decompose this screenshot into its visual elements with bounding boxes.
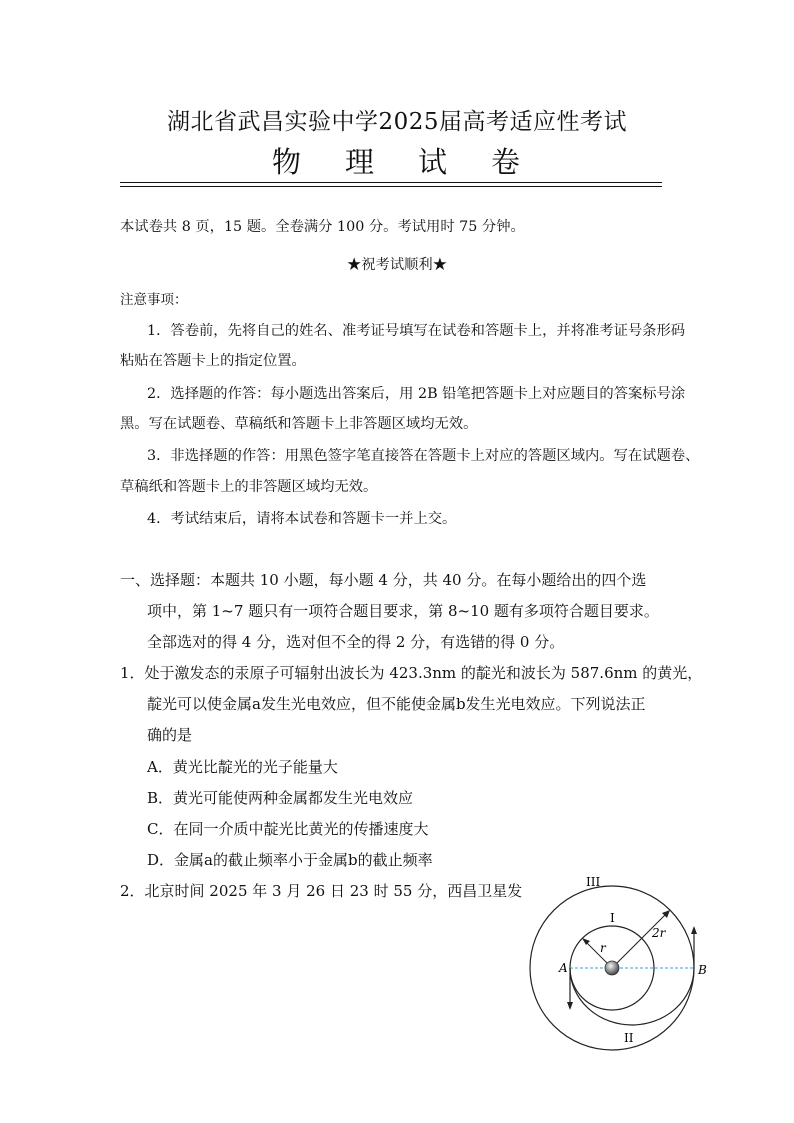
question-2-stem: 2．北京时间 2025 年 3 月 26 日 23 时 55 分，西昌卫星发 xyxy=(120,882,523,900)
blessing: ★祝考试顺利★ xyxy=(346,257,448,273)
subtitle-char: 理 xyxy=(344,145,376,179)
radius-2r-arrow xyxy=(612,912,668,968)
section-text: 全部选对的得 4 分，选对但不全的得 2 分，有选错的得 0 分。 xyxy=(147,633,565,651)
question-1-stem: 确的是 xyxy=(147,726,193,744)
notice-line: 草稿纸和答题卡上的非答题区域均无效。 xyxy=(120,479,378,495)
question-1-option-a: A．黄光比靛光的光子能量大 xyxy=(147,758,338,776)
label-2r: 2r xyxy=(652,926,666,940)
notice-heading: 注意事项： xyxy=(120,292,188,308)
notice-line: 4．考试结束后，请将本试卷和答题卡一并上交。 xyxy=(147,511,457,527)
label-orbit-2: II xyxy=(624,1031,634,1045)
velocity-b-arrowhead xyxy=(691,926,697,934)
notice-line: 粘贴在答题卡上的指定位置。 xyxy=(120,353,306,369)
subtitle-char: 物 xyxy=(271,145,303,179)
notice-line: 1．答卷前，先将自己的姓名、准考证号填写在试卷和答题卡上，并将准考证号条形码 xyxy=(147,323,686,339)
orbit-2-ellipse xyxy=(570,968,694,1025)
header-rule-bottom xyxy=(120,186,662,187)
question-1-stem: 1．处于激发态的汞原子可辐射出波长为 423.3nm 的靛光和波长为 587.6nm 的黄光， xyxy=(120,664,703,682)
question-1-stem: 靛光可以使金属a发生光电效应，但不能使金属b发生光电效应。下列说法正 xyxy=(147,695,646,713)
subtitle-char: 试 xyxy=(418,145,450,179)
subtitle-char: 卷 xyxy=(491,145,523,179)
notice-line: 黑。写在试题卷、草稿纸和答题卡上非答题区域均无效。 xyxy=(120,416,478,432)
label-point-a: A xyxy=(559,961,568,975)
question-1-option-b: B．黄光可能使两种金属都发生光电效应 xyxy=(147,789,414,807)
label-point-b: B xyxy=(698,963,707,977)
section-heading: 一、选择题：本题共 10 小题，每小题 4 分，共 40 分。在每小题给出的四个选 xyxy=(120,571,647,589)
exam-subtitle xyxy=(0,140,794,181)
question-1-option-c: C．在同一介质中靛光比黄光的传播速度大 xyxy=(147,820,429,838)
velocity-a-arrowhead xyxy=(567,1002,573,1010)
orbit-diagram xyxy=(520,868,720,1058)
label-orbit-3: III xyxy=(586,875,601,889)
exam-title: 湖北省武昌实验中学2025届高考适应性考试 xyxy=(166,109,628,135)
header-rule-top xyxy=(120,182,662,183)
exam-intro: 本试卷共 8 页，15 题。全卷满分 100 分。考试用时 75 分钟。 xyxy=(120,219,525,235)
notice-line: 3．非选择题的作答：用黑色签字笔直接答在答题卡上对应的答题区域内。写在试题卷、 xyxy=(147,448,700,464)
label-orbit-1: I xyxy=(610,911,615,925)
notice-line: 2．选择题的作答：每小题选出答案后，用 2B 铅笔把答题卡上对应题目的答案标号涂 xyxy=(147,386,686,402)
section-text: 项中，第 1~7 题只有一项符合题目要求，第 8~10 题有多项符合题目要求。 xyxy=(147,602,659,620)
label-r: r xyxy=(600,941,606,955)
earth-icon xyxy=(605,961,619,975)
question-1-option-d: D．金属a的截止频率小于金属b的截止频率 xyxy=(147,851,433,869)
radius-r-arrowhead xyxy=(582,938,590,945)
